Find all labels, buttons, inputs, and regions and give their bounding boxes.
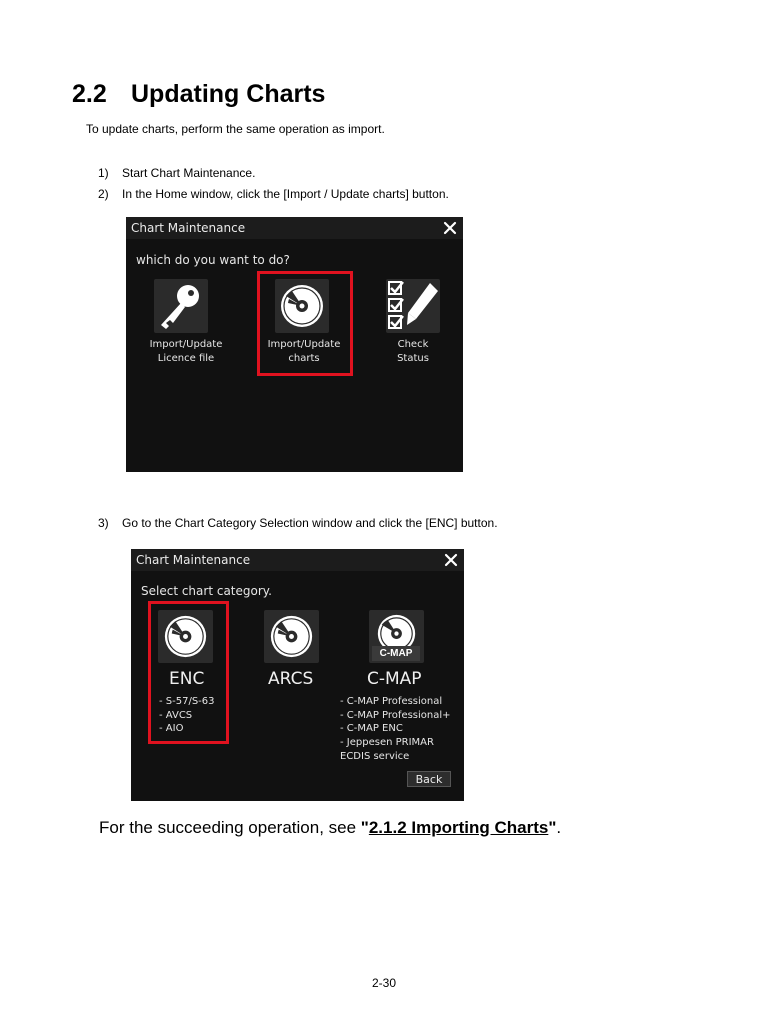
cmap-button[interactable]	[369, 610, 424, 663]
step-number: 3)	[98, 516, 109, 530]
list-item: - AIO	[159, 723, 184, 735]
list-item: - S-57/S-63	[159, 696, 215, 707]
list-item: - C-MAP Professional+	[340, 709, 451, 721]
label-line: charts	[288, 353, 320, 364]
list-item: - Jeppesen PRIMAR	[340, 737, 434, 749]
cmap-format-list	[340, 695, 451, 764]
import-update-licence-button[interactable]	[154, 279, 208, 333]
key-icon	[154, 279, 208, 333]
label-line: Check	[397, 339, 429, 350]
label-line: Status	[397, 353, 429, 364]
section-number: 2.2	[72, 80, 107, 108]
close-button[interactable]	[442, 551, 460, 569]
close-icon	[441, 219, 459, 237]
checklist-icon	[386, 279, 440, 333]
step-text: Go to the Chart Category Selection window and click the [ENC] button.	[122, 516, 498, 530]
arcs-button[interactable]	[264, 610, 319, 663]
page-number: 2-30	[371, 976, 397, 990]
close-button[interactable]	[441, 219, 459, 237]
see-also-prefix: For the succeeding operation, see	[99, 818, 361, 837]
close-icon	[442, 551, 460, 569]
step-number: 1)	[98, 166, 109, 180]
dialog-titlebar	[131, 549, 464, 571]
chart-maintenance-dialog-category	[131, 549, 464, 801]
see-also-suffix: .	[556, 818, 562, 837]
importing-charts-link[interactable]: 2.1.2 Importing Charts	[368, 818, 549, 837]
step-text: In the Home window, click the [Import / Update charts] button.	[122, 187, 449, 201]
licence-button-label	[136, 338, 236, 366]
category-name: ENC	[169, 669, 205, 689]
category-name: ARCS	[268, 669, 314, 689]
see-also-line	[99, 818, 561, 838]
list-item: - C-MAP Professional	[340, 696, 443, 707]
section-heading	[72, 80, 325, 109]
check-status-button[interactable]	[386, 279, 440, 333]
category-name: C-MAP	[367, 669, 422, 689]
label-line: Import/Update	[267, 339, 341, 350]
quote-open: "	[360, 818, 369, 837]
dialog-title: Chart Maintenance	[136, 553, 251, 567]
cmap-tag: C-MAP	[372, 646, 420, 661]
check-status-button-label	[363, 338, 463, 366]
step-text: Start Chart Maintenance.	[122, 166, 256, 180]
dialog-titlebar	[126, 217, 463, 239]
step-2	[98, 187, 449, 201]
label-line: Licence file	[157, 353, 215, 364]
list-item: - C-MAP ENC	[340, 723, 403, 735]
back-button[interactable]: Back	[407, 771, 451, 787]
step-1	[98, 166, 255, 180]
section-title: Updating Charts	[131, 80, 326, 108]
dialog-prompt: which do you want to do?	[136, 253, 290, 267]
highlight-box	[257, 271, 353, 376]
step-3	[98, 516, 498, 530]
quote-close: "	[548, 818, 557, 837]
highlight-box	[148, 601, 229, 744]
disc-icon	[264, 610, 319, 663]
dialog-title: Chart Maintenance	[131, 221, 246, 235]
chart-maintenance-dialog-home	[126, 217, 463, 472]
list-item: - AVCS	[159, 709, 193, 721]
intro-paragraph: To update charts, perform the same operation as import.	[86, 122, 385, 136]
cross-reference	[361, 818, 557, 837]
dialog-prompt: Select chart category.	[141, 584, 272, 598]
label-line: Import/Update	[149, 339, 223, 350]
step-number: 2)	[98, 187, 109, 201]
list-item: ECDIS service	[340, 750, 410, 762]
